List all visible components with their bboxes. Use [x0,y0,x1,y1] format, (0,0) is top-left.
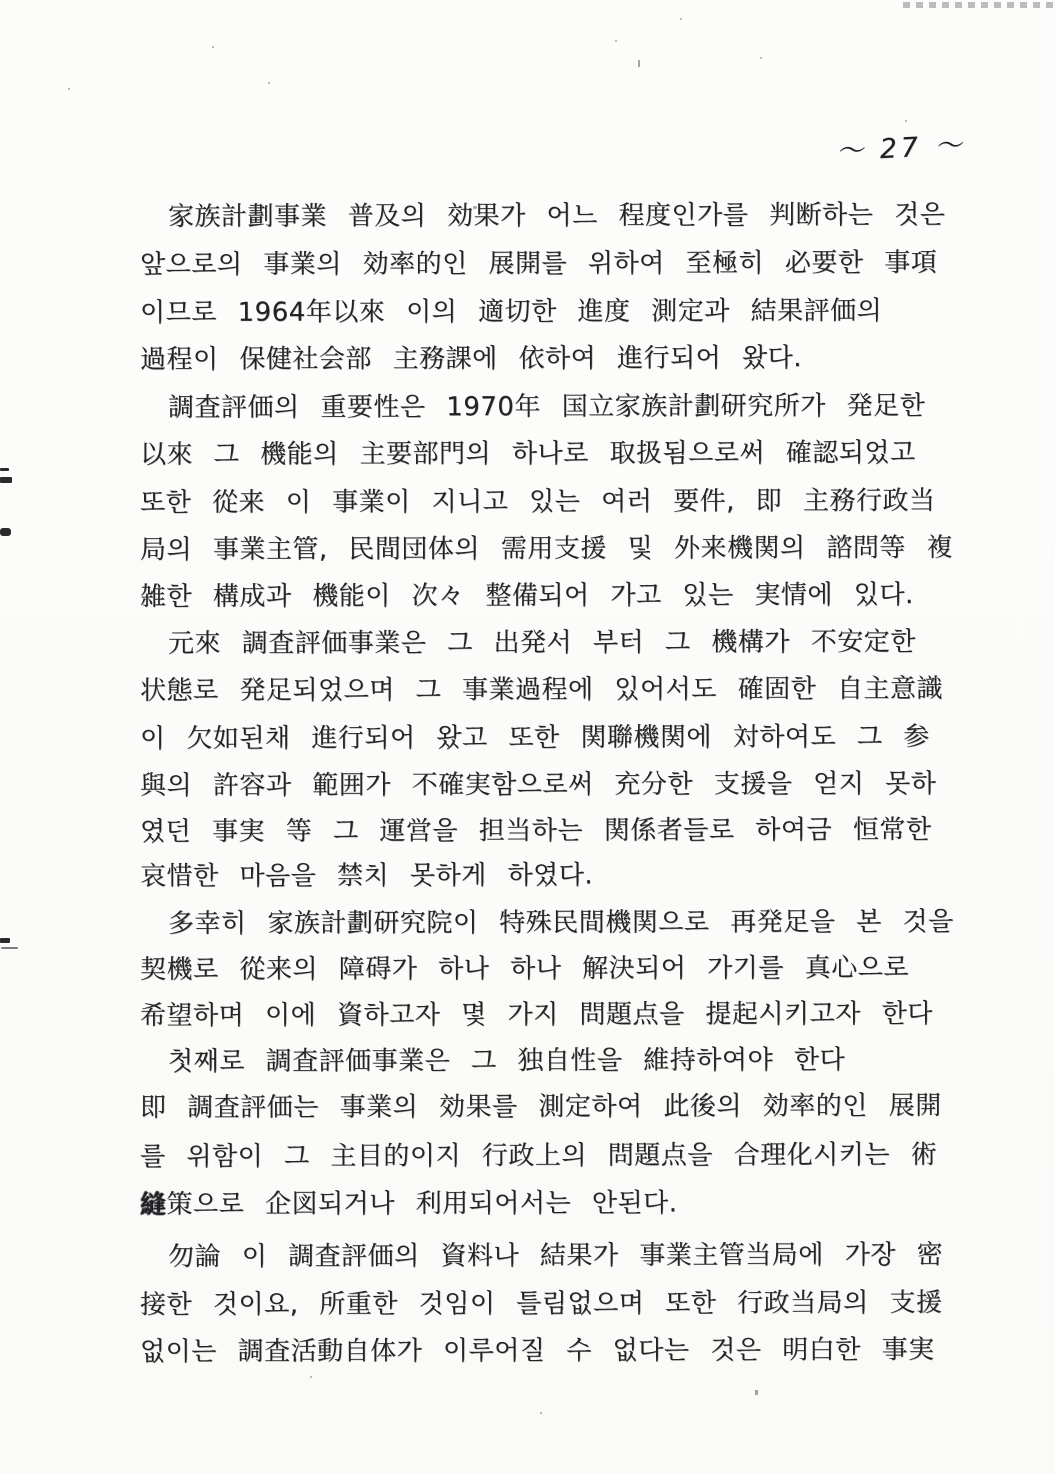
text-line: 첫째로 調査評価事業은 그 独自性을 維持하여야 한다 [167,1045,846,1077]
scan-speck [755,1390,758,1395]
scan-speck [680,18,682,20]
text-line: 過程이 保健社会部 主務課에 依하여 進行되어 왔다. [139,343,803,375]
scan-artifact-edge-mark [0,528,11,536]
scan-speck [638,60,640,67]
scan-artifact-top-dashes [903,2,1053,8]
page-number: 〜 27 〜 [835,129,967,168]
text-line: 없이는 調査活動自体가 이루어질 수 없다는 것은 明白한 事実 [139,1334,935,1368]
text-line: 即 調査評価는 事業의 効果를 測定하여 此後의 効率的인 展開 [139,1090,942,1124]
text-line: 契機로 從来의 障碍가 하나 하나 解決되어 가기를 真心으로 [139,952,910,986]
text-line: 앞으로의 事業의 効率的인 展開를 위하여 至極히 必要한 事項 [139,247,938,281]
text-line: 縫策으로 企図되거나 利用되어서는 안된다. [139,1188,678,1220]
text-line: 多幸히 家族計劃研究院이 特殊民間機関으로 再発足을 본 것을 [167,906,954,940]
scan-speck [212,46,214,48]
text-line: 調査評価의 重要性은 1970年 国立家族計劃研究所가 発足한 [167,391,926,423]
text-line: 接한 것이요, 所重한 것임이 틀림없으며 또한 行政当局의 支援 [139,1287,943,1321]
scan-artifact-edge-mark [0,468,9,471]
text-line: 状態로 発足되었으며 그 事業過程에 있어서도 確固한 自主意識 [139,673,944,707]
text-line: 이므로 1964年以來 이의 適切한 進度 測定과 結果評価의 [139,296,883,328]
text-line: 勿論 이 調査評価의 資料나 結果가 事業主管当局에 가장 密 [167,1239,944,1273]
text-line: 이 欠如된채 進行되어 왔고 또한 関聯機関에 対하여도 그 参 [139,721,930,755]
text-line: 家族計劃事業 普及의 効果가 어느 程度인가를 判断하는 것은 [167,199,946,233]
text-line: 以來 그 機能의 主要部門의 하나로 取扱됨으로써 確認되었고 [139,437,916,471]
scan-speck [268,82,270,84]
scan-speck [615,40,617,42]
scan-artifact-edge-mark [0,477,12,483]
scan-speck [310,1376,312,1378]
text-line: 局의 事業主管, 民間団体의 需用支援 및 外来機関의 諮問等 複 [139,532,954,566]
scan-artifact-edge-mark [1,947,18,949]
text-line: 였던 事実 等 그 運営을 担当하는 関係者들로 하여금 恒常한 [139,814,932,848]
text-line: 또한 從来 이 事業이 지니고 있는 여러 要件, 即 主務行政当 [139,485,936,519]
scan-speck [68,88,70,90]
text-line: 를 위함이 그 主目的이지 行政上의 問題点을 合理化시키는 術 [139,1139,938,1173]
text-line: 雑한 構成과 機能이 次々 整備되어 가고 있는 実情에 있다. [139,579,914,613]
scan-artifact-edge-mark [0,938,10,943]
text-line: 與의 許容과 範囲가 不確実함으로써 充分한 支援을 얻지 못하 [139,768,937,802]
text-line: 元來 調査評価事業은 그 出発서 부터 그 機構가 不安定한 [167,627,916,659]
scan-speck [760,57,762,59]
text-line: 希望하며 이에 資하고자 몇 가지 問題点을 提起시키고자 한다 [139,998,933,1032]
scan-speck [905,120,907,122]
text-line: 哀惜한 마음을 禁치 못하게 하였다. [139,860,594,892]
scan-speck [540,1412,542,1414]
